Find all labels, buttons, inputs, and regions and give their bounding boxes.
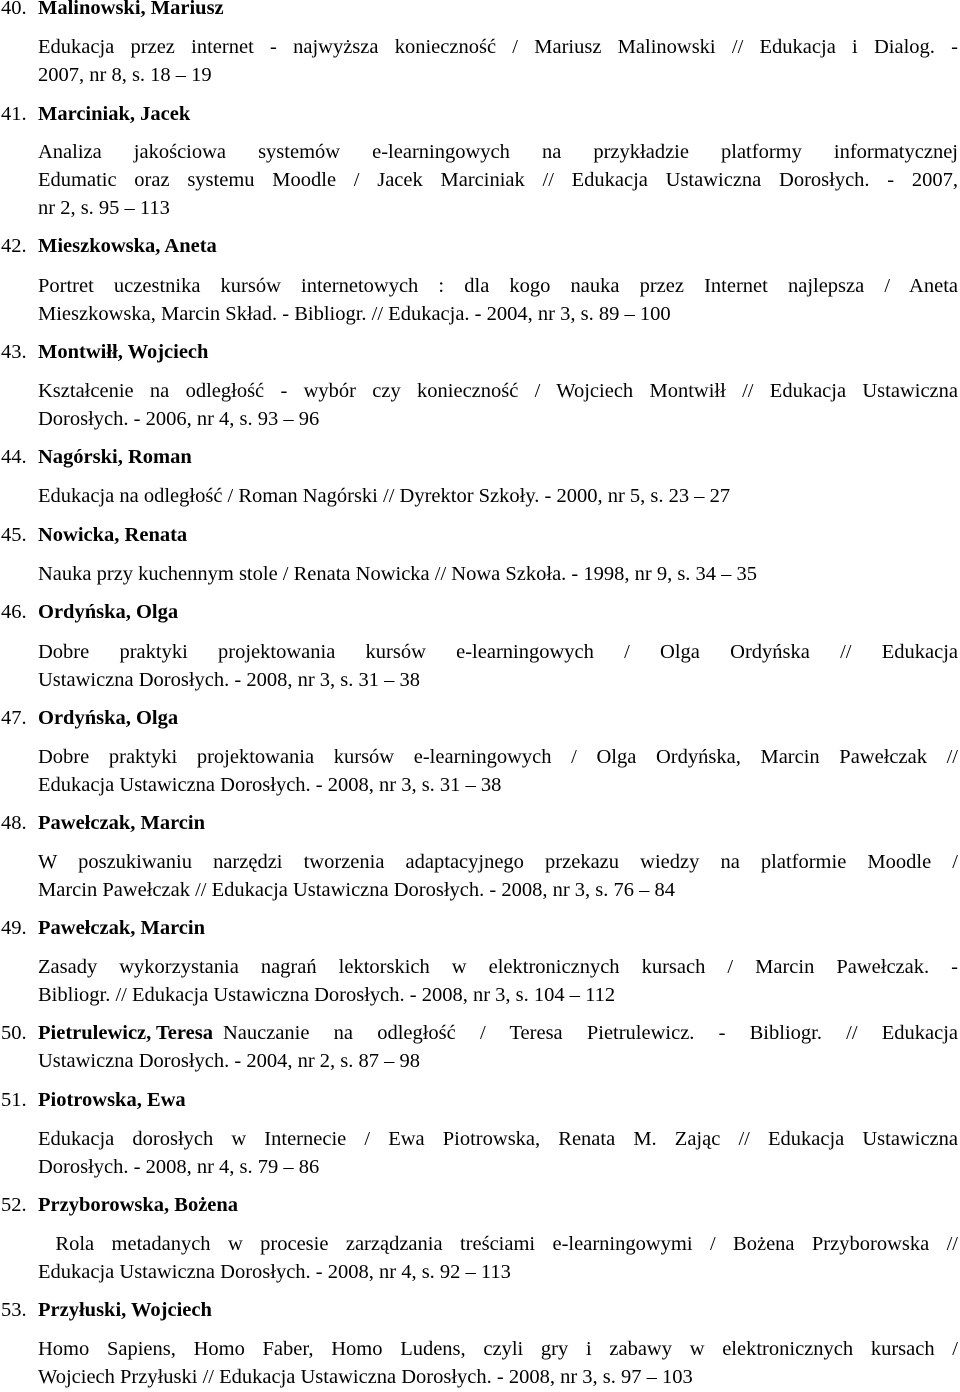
entry-number: 47. [1, 707, 27, 729]
entry-number: 43. [1, 341, 27, 363]
entry-number: 44. [1, 446, 27, 468]
entry-author: Pawełczak, Marcin [38, 917, 205, 939]
entry-author: Malinowski, Mariusz [38, 0, 224, 19]
entry-author: Nagórski, Roman [38, 446, 192, 468]
entry-number: 51. [1, 1089, 27, 1111]
entry-author: Marciniak, Jacek [38, 103, 191, 125]
entry-description-line: Dorosłych. - 2006, nr 4, s. 93 – 96 [38, 408, 320, 430]
entry-description-line: Dobre praktyki projektowania kursów e-learningowych / Olga Ordyńska // Edukacja [38, 641, 958, 663]
entry-description-line: Ustawiczna Dorosłych. - 2008, nr 3, s. 31 – 38 [38, 669, 421, 691]
entry-description-line: Analiza jakościowa systemów e-learningowych na przykładzie platformy informatycznej [38, 141, 958, 163]
entry-description-line: Edukacja Ustawiczna Dorosłych. - 2008, nr 3, s. 31 – 38 [38, 774, 502, 796]
entry-author: Przyborowska, Bożena [38, 1194, 239, 1216]
entry-author: Ordyńska, Olga [38, 707, 179, 729]
entry-author: Pietrulewicz, Teresa [38, 1022, 213, 1044]
entry-author: Pawełczak, Marcin [38, 812, 205, 834]
entry-number: 52. [1, 1194, 27, 1216]
entry-number: 50. [1, 1022, 27, 1044]
entry-description-line: Bibliogr. // Edukacja Ustawiczna Dorosłych. - 2008, nr 3, s. 104 – 112 [38, 984, 616, 1006]
entry-description-line: W poszukiwaniu narzędzi tworzenia adaptacyjnego przekazu wiedzy na platformie Moodle / [38, 851, 958, 873]
entry-description-line: Zasady wykorzystania nagrań lektorskich w elektronicznych kursach / Marcin Pawełczak. - [38, 956, 958, 978]
entry-description-line: Wojciech Przyłuski // Edukacja Ustawiczna Dorosłych. - 2008, nr 3, s. 97 – 103 [38, 1366, 693, 1388]
entry-number: 45. [1, 524, 27, 546]
entry-description-line: Edukacja na odległość / Roman Nagórski // Dyrektor Szkoły. - 2000, nr 5, s. 23 – 27 [38, 485, 731, 507]
entry-number: 41. [1, 103, 27, 125]
entry-description-line: Nauka przy kuchennym stole / Renata Nowicka // Nowa Szkoła. - 1998, nr 9, s. 34 – 35 [38, 563, 758, 585]
entry-description-line: Dorosłych. - 2008, nr 4, s. 79 – 86 [38, 1156, 320, 1178]
entry-description-line: Mieszkowska, Marcin Skład. - Bibliogr. // Edukacja. - 2004, nr 3, s. 89 – 100 [38, 303, 671, 325]
entry-author: Ordyńska, Olga [38, 601, 179, 623]
entry-inline-line [38, 1019, 958, 1047]
entry-author: Piotrowska, Ewa [38, 1089, 186, 1111]
entry-description-line: Kształcenie na odległość - wybór czy konieczność / Wojciech Montwiłł // Edukacja Ustawiczna [38, 380, 958, 402]
entry-description-line: Marcin Pawełczak // Edukacja Ustawiczna Dorosłych. - 2008, nr 3, s. 76 – 84 [38, 879, 676, 901]
entry-description-line: 2007, nr 8, s. 18 – 19 [38, 64, 212, 86]
entry-author: Nowicka, Renata [38, 524, 188, 546]
entry-description-line: nr 2, s. 95 – 113 [38, 197, 170, 219]
entry-author: Mieszkowska, Aneta [38, 235, 217, 257]
entry-description-line: Ustawiczna Dorosłych. - 2004, nr 2, s. 87 – 98 [38, 1050, 421, 1072]
entry-author: Montwiłł, Wojciech [38, 341, 209, 363]
entry-number: 46. [1, 601, 27, 623]
entry-number: 40. [1, 0, 27, 19]
entry-description-line: Edukacja przez internet - najwyższa konieczność / Mariusz Malinowski // Edukacja i Dialog. - [38, 36, 958, 58]
entry-description-inline: Nauczanie na odległość / Teresa Pietrulewicz. - Bibliogr. // Edukacja [222, 1022, 958, 1044]
entry-number: 42. [1, 235, 27, 257]
entry-number: 48. [1, 812, 27, 834]
entry-number: 49. [1, 917, 27, 939]
entry-description-line: Homo Sapiens, Homo Faber, Homo Ludens, czyli gry i zabawy w elektronicznych kursach / [38, 1338, 958, 1360]
entry-description-line: Edumatic oraz systemu Moodle / Jacek Marciniak // Edukacja Ustawiczna Dorosłych. - 2007, [38, 169, 958, 191]
entry-author: Przyłuski, Wojciech [38, 1299, 212, 1321]
entry-number: 53. [1, 1299, 27, 1321]
entry-description-line: Dobre praktyki projektowania kursów e-learningowych / Olga Ordyńska, Marcin Pawełczak // [38, 746, 958, 768]
entry-description-line: Portret uczestnika kursów internetowych : dla kogo nauka przez Internet najlepsza / Aneta [38, 275, 958, 297]
entry-description-line: Edukacja dorosłych w Internecie / Ewa Piotrowska, Renata M. Zając // Edukacja Ustawiczna [38, 1128, 958, 1150]
entry-description-line: Rola metadanych w procesie zarządzania treściami e-learningowymi / Bożena Przyborowska // [38, 1233, 958, 1255]
entry-description-line: Edukacja Ustawiczna Dorosłych. - 2008, nr 4, s. 92 – 113 [38, 1261, 511, 1283]
